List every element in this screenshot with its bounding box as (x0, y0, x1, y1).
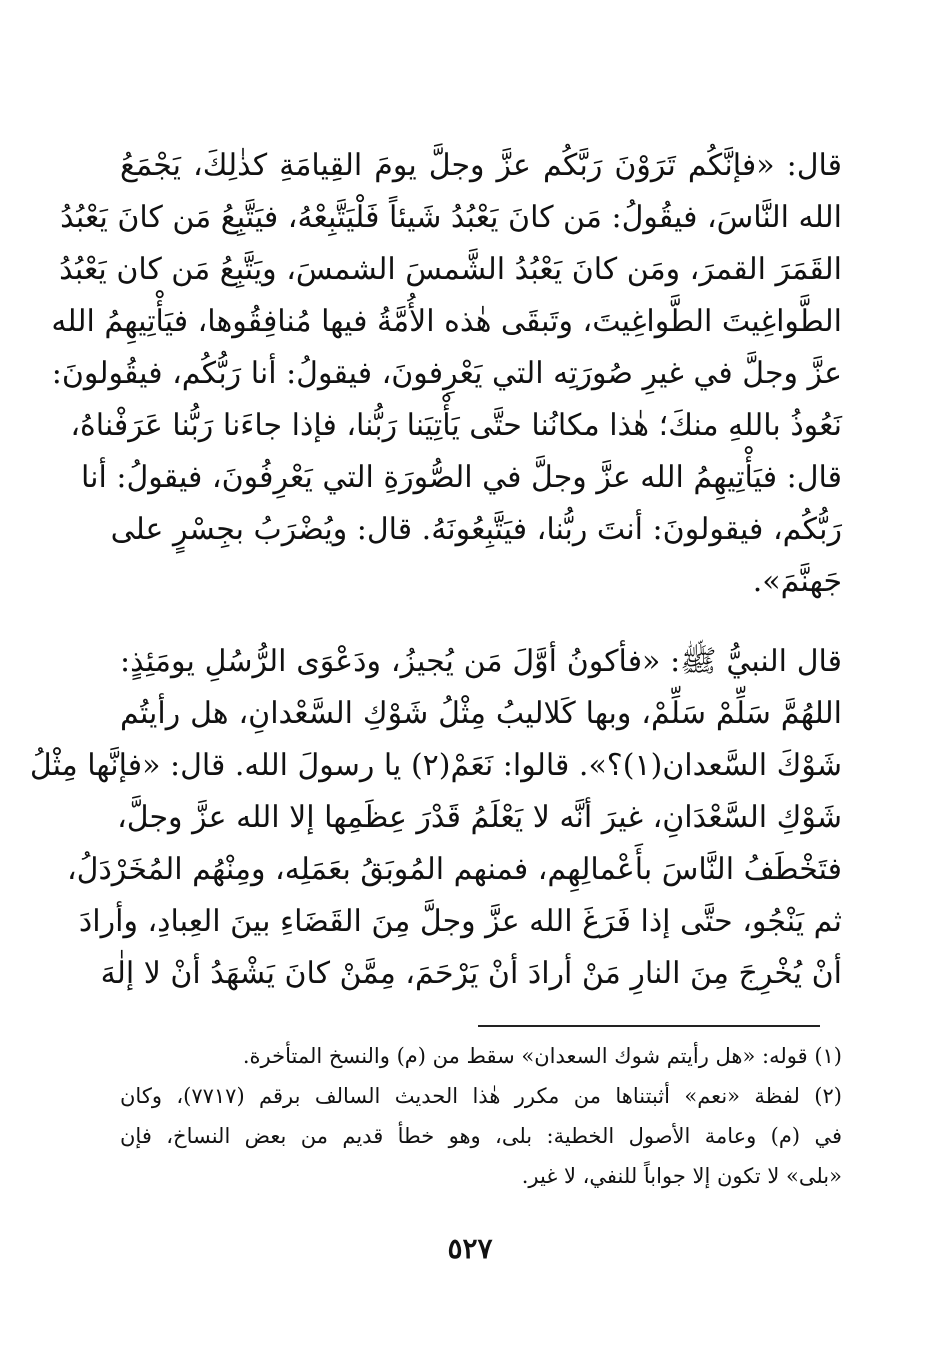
page-number: ٥٢٧ (447, 1232, 493, 1265)
footnotes (120, 1036, 842, 1196)
paragraph-2 (29, 636, 842, 1000)
text-line: ثم يَنْجُو، حتَّى إذا فَرَغَ الله عزَّ وجلَّ مِنَ القَضَاءِ بينَ العِبادِ، وأرادَ (78, 904, 842, 939)
footnote-2-continued: «بلى» لا تكون إلا جواباً للنفي، لا غير. (521, 1164, 842, 1188)
footnote-2: (٢) لفظة «نعم» أثبتناها من مكرر هٰذا الحديث السالف برقم (٧٧١٧)، وكان (120, 1084, 842, 1108)
paragraph-1 (51, 140, 842, 608)
text-line: شَوْكِ السَّعْدَانِ، غيرَ أنَّه لا يَعْلَمُ قَدْرَ عِظَمِها إلا الله عزَّ وجلَّ، (117, 800, 842, 835)
text-line: أنْ يُخْرِجَ مِنَ النارِ مَنْ أرادَ أنْ يَرْحَمَ، مِمَّنْ كانَ يَشْهَدُ أنْ لا إلٰهَ (100, 956, 842, 991)
text-line: قال النبيُّ ﷺ: «فأكونُ أوَّلَ مَن يُجيزُ، ودَعْوَى الرُّسُلِ يومَئِذٍ: (120, 644, 842, 679)
text-line: رَبُّكُم، فيقولونَ: أنتَ ربُّنا، فيَتَّبِعُونَهُ. قال: ويُضْرَبُ بجِسْرٍ على (110, 512, 842, 547)
text-line: فتَخْطَفُ النَّاسَ بأَعْمالِهِم، فمنهم المُوبَقُ بعَمَلِه، ومِنْهُم المُخَرْدَلُ، (66, 852, 842, 887)
text-line: الله النَّاسَ، فيقُولُ: مَن كانَ يَعْبُدُ شَيئاً فَلْيَتَّبِعْهُ، فيَتَّبِعُ مَن كانَ يَعْبُدُ (60, 200, 842, 235)
text-line: عزَّ وجلَّ في غيرِ صُورَتِه التي يَعْرِفونَ، فيقولُ: أنا رَبُّكُم، فيقُولونَ: (51, 356, 842, 391)
footnote-divider (478, 1025, 820, 1027)
text-line: قال: «فإنَّكُم تَرَوْنَ رَبَّكُم عزَّ وجلَّ يومَ القِيامَةِ كذٰلِكَ، يَجْمَعُ (120, 148, 842, 183)
text-line: نَعُوذُ باللهِ منكَ؛ هٰذا مكانُنا حتَّى يَأْتِيَنا رَبُّنا، فإذا جاءَنا رَبُّنا عَرَفْناهُ، (70, 408, 842, 443)
text-line: جَهنَّمَ». (752, 564, 842, 599)
text-line: قال: فيَأْتِيهِمُ الله عزَّ وجلَّ في الصُّورَةِ التي يَعْرِفُونَ، فيقولُ: أنا (81, 460, 842, 495)
text-line: القَمَرَ القمرَ، ومَن كانَ يَعْبُدُ الشَّمسَ الشمسَ، ويَتَّبِعُ مَن كان يَعْبُدُ (59, 252, 842, 287)
text-line: اللهُمَّ سَلِّمْ سَلِّمْ، وبها كَلاليبُ مِثْلُ شَوْكِ السَّعْدانِ، هل رأيتُم (120, 696, 842, 731)
footnote-2-continued: في (م) وعامة الأصول الخطية: بلى، وهو خطأ قديم من بعض النساخ، فإن (120, 1124, 842, 1148)
text-line: الطَّواغِيتَ الطَّواغِيتَ، وتَبقَى هٰذه الأُمَّةُ فيها مُنافِقُوها، فيَأْتِيهِمُ الله (51, 304, 842, 339)
text-line: شَوْكَ السَّعدان(١)؟». قالوا: نَعَمْ(٢) يا رسولَ الله. قال: «فإنَّها مِثْلُ (29, 748, 842, 783)
footnote-1: (١) قوله: «هل رأيتم شوك السعدان» سقط من (م) والنسخ المتأخرة. (242, 1044, 842, 1068)
